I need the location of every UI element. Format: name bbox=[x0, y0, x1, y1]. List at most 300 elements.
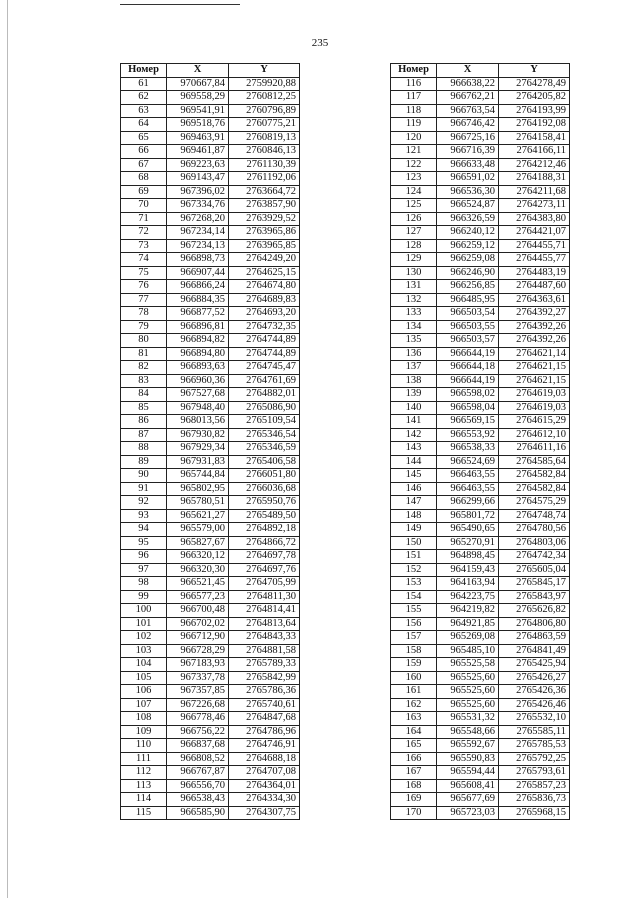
x-coordinate-cell: 965490,65 bbox=[437, 523, 499, 537]
point-number-cell: 64 bbox=[121, 118, 167, 132]
coordinates-table-right bbox=[390, 63, 570, 820]
table-row bbox=[121, 806, 300, 820]
x-coordinate-cell: 967930,82 bbox=[167, 428, 229, 442]
point-number-cell: 114 bbox=[121, 793, 167, 807]
point-number-cell: 165 bbox=[391, 739, 437, 753]
table-row bbox=[121, 77, 300, 91]
point-number-cell: 63 bbox=[121, 104, 167, 118]
point-number-cell: 155 bbox=[391, 604, 437, 618]
y-coordinate-cell: 2764697,78 bbox=[229, 550, 300, 564]
table-row bbox=[121, 658, 300, 672]
x-coordinate-cell: 965608,41 bbox=[437, 779, 499, 793]
y-coordinate-cell: 2765426,36 bbox=[499, 685, 570, 699]
point-number-cell: 81 bbox=[121, 347, 167, 361]
x-coordinate-cell: 964219,82 bbox=[437, 604, 499, 618]
table-row bbox=[391, 698, 570, 712]
y-coordinate-cell: 2764307,75 bbox=[229, 806, 300, 820]
x-coordinate-cell: 965485,10 bbox=[437, 644, 499, 658]
table-row bbox=[121, 361, 300, 375]
table-row bbox=[391, 239, 570, 253]
y-coordinate-cell: 2764621,15 bbox=[499, 374, 570, 388]
table-row bbox=[391, 685, 570, 699]
table-row bbox=[391, 644, 570, 658]
y-coordinate-cell: 2763965,85 bbox=[229, 239, 300, 253]
y-coordinate-cell: 2764205,82 bbox=[499, 91, 570, 105]
table-row bbox=[391, 631, 570, 645]
point-number-cell: 65 bbox=[121, 131, 167, 145]
x-coordinate-cell: 965677,69 bbox=[437, 793, 499, 807]
table-row bbox=[391, 145, 570, 159]
point-number-cell: 157 bbox=[391, 631, 437, 645]
y-coordinate-cell: 2765489,50 bbox=[229, 509, 300, 523]
x-coordinate-cell: 966837,68 bbox=[167, 739, 229, 753]
y-coordinate-cell: 2764744,89 bbox=[229, 334, 300, 348]
point-number-cell: 167 bbox=[391, 766, 437, 780]
point-number-cell: 144 bbox=[391, 455, 437, 469]
y-coordinate-cell: 2764693,20 bbox=[229, 307, 300, 321]
x-coordinate-cell: 965270,91 bbox=[437, 536, 499, 550]
y-coordinate-cell: 2764748,74 bbox=[499, 509, 570, 523]
y-coordinate-cell: 2764278,49 bbox=[499, 77, 570, 91]
point-number-cell: 84 bbox=[121, 388, 167, 402]
y-coordinate-cell: 2765786,36 bbox=[229, 685, 300, 699]
x-coordinate-cell: 964223,75 bbox=[437, 590, 499, 604]
x-coordinate-cell: 966746,42 bbox=[437, 118, 499, 132]
y-coordinate-cell: 2764188,31 bbox=[499, 172, 570, 186]
y-coordinate-cell: 2764841,49 bbox=[499, 644, 570, 658]
y-coordinate-cell: 2764866,72 bbox=[229, 536, 300, 550]
point-number-cell: 68 bbox=[121, 172, 167, 186]
table-row bbox=[121, 118, 300, 132]
y-coordinate-cell: 2764744,89 bbox=[229, 347, 300, 361]
point-number-cell: 99 bbox=[121, 590, 167, 604]
table-row bbox=[121, 712, 300, 726]
table-row bbox=[121, 550, 300, 564]
y-coordinate-cell: 2764813,64 bbox=[229, 617, 300, 631]
point-number-cell: 127 bbox=[391, 226, 437, 240]
point-number-cell: 89 bbox=[121, 455, 167, 469]
point-number-cell: 85 bbox=[121, 401, 167, 415]
x-coordinate-cell: 966259,12 bbox=[437, 239, 499, 253]
y-coordinate-cell: 2764193,99 bbox=[499, 104, 570, 118]
x-coordinate-cell: 969518,76 bbox=[167, 118, 229, 132]
y-coordinate-cell: 2761192,06 bbox=[229, 172, 300, 186]
point-number-cell: 162 bbox=[391, 698, 437, 712]
x-coordinate-cell: 967929,34 bbox=[167, 442, 229, 456]
y-coordinate-cell: 2764383,80 bbox=[499, 212, 570, 226]
point-number-cell: 118 bbox=[391, 104, 437, 118]
y-coordinate-cell: 2764158,41 bbox=[499, 131, 570, 145]
x-coordinate-cell: 966898,73 bbox=[167, 253, 229, 267]
point-number-cell: 113 bbox=[121, 779, 167, 793]
table-row bbox=[121, 482, 300, 496]
x-coordinate-cell: 966896,81 bbox=[167, 320, 229, 334]
x-coordinate-cell: 966960,36 bbox=[167, 374, 229, 388]
x-coordinate-cell: 966763,54 bbox=[437, 104, 499, 118]
table-row bbox=[391, 536, 570, 550]
point-number-cell: 88 bbox=[121, 442, 167, 456]
point-number-cell: 76 bbox=[121, 280, 167, 294]
point-number-cell: 163 bbox=[391, 712, 437, 726]
x-coordinate-cell: 966538,43 bbox=[167, 793, 229, 807]
y-coordinate-cell: 2764392,26 bbox=[499, 334, 570, 348]
table-row bbox=[121, 320, 300, 334]
table-row bbox=[391, 212, 570, 226]
table-row bbox=[121, 145, 300, 159]
x-coordinate-cell: 966644,18 bbox=[437, 361, 499, 375]
x-coordinate-cell: 966767,87 bbox=[167, 766, 229, 780]
x-coordinate-cell: 967527,68 bbox=[167, 388, 229, 402]
x-coordinate-cell: 966762,21 bbox=[437, 91, 499, 105]
y-coordinate-cell: 2765792,25 bbox=[499, 752, 570, 766]
x-coordinate-cell: 965621,27 bbox=[167, 509, 229, 523]
x-coordinate-cell: 966728,29 bbox=[167, 644, 229, 658]
table-row bbox=[121, 131, 300, 145]
table-row bbox=[121, 536, 300, 550]
y-coordinate-cell: 2764615,29 bbox=[499, 415, 570, 429]
x-coordinate-cell: 966577,23 bbox=[167, 590, 229, 604]
y-coordinate-cell: 2760796,89 bbox=[229, 104, 300, 118]
x-coordinate-cell: 967337,78 bbox=[167, 671, 229, 685]
table-row bbox=[391, 509, 570, 523]
table-row bbox=[121, 401, 300, 415]
x-coordinate-cell: 967183,93 bbox=[167, 658, 229, 672]
y-coordinate-cell: 2763664,72 bbox=[229, 185, 300, 199]
column-header-y: Y bbox=[499, 64, 570, 78]
x-coordinate-cell: 965590,83 bbox=[437, 752, 499, 766]
table-row bbox=[121, 280, 300, 294]
table-header-row bbox=[391, 64, 570, 78]
y-coordinate-cell: 2766036,68 bbox=[229, 482, 300, 496]
point-number-cell: 169 bbox=[391, 793, 437, 807]
y-coordinate-cell: 2764882,01 bbox=[229, 388, 300, 402]
y-coordinate-cell: 2765425,94 bbox=[499, 658, 570, 672]
y-coordinate-cell: 2764273,11 bbox=[499, 199, 570, 213]
table-row bbox=[121, 266, 300, 280]
table-row bbox=[121, 563, 300, 577]
x-coordinate-cell: 967396,02 bbox=[167, 185, 229, 199]
y-coordinate-cell: 2759920,88 bbox=[229, 77, 300, 91]
table-row bbox=[391, 469, 570, 483]
y-coordinate-cell: 2764166,11 bbox=[499, 145, 570, 159]
y-coordinate-cell: 2764392,26 bbox=[499, 320, 570, 334]
x-coordinate-cell: 966503,57 bbox=[437, 334, 499, 348]
y-coordinate-cell: 2764455,77 bbox=[499, 253, 570, 267]
y-coordinate-cell: 2764621,14 bbox=[499, 347, 570, 361]
x-coordinate-cell: 970667,84 bbox=[167, 77, 229, 91]
point-number-cell: 135 bbox=[391, 334, 437, 348]
x-coordinate-cell: 965802,95 bbox=[167, 482, 229, 496]
x-coordinate-cell: 966591,02 bbox=[437, 172, 499, 186]
point-number-cell: 120 bbox=[391, 131, 437, 145]
table-row bbox=[121, 509, 300, 523]
y-coordinate-cell: 2764487,60 bbox=[499, 280, 570, 294]
point-number-cell: 79 bbox=[121, 320, 167, 334]
point-number-cell: 78 bbox=[121, 307, 167, 321]
point-number-cell: 90 bbox=[121, 469, 167, 483]
y-coordinate-cell: 2764582,84 bbox=[499, 469, 570, 483]
table-row bbox=[121, 766, 300, 780]
y-coordinate-cell: 2764249,20 bbox=[229, 253, 300, 267]
point-number-cell: 153 bbox=[391, 577, 437, 591]
point-number-cell: 142 bbox=[391, 428, 437, 442]
y-coordinate-cell: 2765740,61 bbox=[229, 698, 300, 712]
table-row bbox=[121, 496, 300, 510]
table-row bbox=[121, 793, 300, 807]
table-row bbox=[121, 199, 300, 213]
point-number-cell: 121 bbox=[391, 145, 437, 159]
y-coordinate-cell: 2764674,80 bbox=[229, 280, 300, 294]
y-coordinate-cell: 2764619,03 bbox=[499, 401, 570, 415]
table-row bbox=[121, 590, 300, 604]
point-number-cell: 67 bbox=[121, 158, 167, 172]
point-number-cell: 103 bbox=[121, 644, 167, 658]
x-coordinate-cell: 966463,55 bbox=[437, 482, 499, 496]
y-coordinate-cell: 2764803,06 bbox=[499, 536, 570, 550]
table-row bbox=[391, 779, 570, 793]
x-coordinate-cell: 966521,45 bbox=[167, 577, 229, 591]
point-number-cell: 143 bbox=[391, 442, 437, 456]
x-coordinate-cell: 966644,19 bbox=[437, 347, 499, 361]
x-coordinate-cell: 965579,00 bbox=[167, 523, 229, 537]
table-row bbox=[121, 617, 300, 631]
y-coordinate-cell: 2764619,03 bbox=[499, 388, 570, 402]
y-coordinate-cell: 2764421,07 bbox=[499, 226, 570, 240]
table-row bbox=[121, 104, 300, 118]
table-row bbox=[121, 752, 300, 766]
table-row bbox=[391, 496, 570, 510]
point-number-cell: 91 bbox=[121, 482, 167, 496]
y-coordinate-cell: 2765346,54 bbox=[229, 428, 300, 442]
x-coordinate-cell: 966778,46 bbox=[167, 712, 229, 726]
table-row bbox=[391, 806, 570, 820]
table-row bbox=[391, 604, 570, 618]
table-row bbox=[391, 658, 570, 672]
table-row bbox=[121, 374, 300, 388]
table-row bbox=[391, 158, 570, 172]
x-coordinate-cell: 966712,90 bbox=[167, 631, 229, 645]
table-row bbox=[121, 307, 300, 321]
point-number-cell: 80 bbox=[121, 334, 167, 348]
column-header-number: Номер bbox=[391, 64, 437, 78]
y-coordinate-cell: 2765950,76 bbox=[229, 496, 300, 510]
x-coordinate-cell: 966894,82 bbox=[167, 334, 229, 348]
table-row bbox=[391, 523, 570, 537]
x-coordinate-cell: 966894,80 bbox=[167, 347, 229, 361]
x-coordinate-cell: 965780,51 bbox=[167, 496, 229, 510]
point-number-cell: 66 bbox=[121, 145, 167, 159]
table-row bbox=[121, 698, 300, 712]
point-number-cell: 109 bbox=[121, 725, 167, 739]
table-row bbox=[121, 442, 300, 456]
x-coordinate-cell: 965744,84 bbox=[167, 469, 229, 483]
x-coordinate-cell: 964163,94 bbox=[437, 577, 499, 591]
x-coordinate-cell: 967226,68 bbox=[167, 698, 229, 712]
table-row bbox=[391, 104, 570, 118]
point-number-cell: 110 bbox=[121, 739, 167, 753]
point-number-cell: 164 bbox=[391, 725, 437, 739]
column-header-x: X bbox=[437, 64, 499, 78]
point-number-cell: 102 bbox=[121, 631, 167, 645]
point-number-cell: 136 bbox=[391, 347, 437, 361]
x-coordinate-cell: 967268,20 bbox=[167, 212, 229, 226]
point-number-cell: 145 bbox=[391, 469, 437, 483]
y-coordinate-cell: 2764745,47 bbox=[229, 361, 300, 375]
y-coordinate-cell: 2764192,08 bbox=[499, 118, 570, 132]
x-coordinate-cell: 966256,85 bbox=[437, 280, 499, 294]
point-number-cell: 83 bbox=[121, 374, 167, 388]
point-number-cell: 151 bbox=[391, 550, 437, 564]
point-number-cell: 87 bbox=[121, 428, 167, 442]
point-number-cell: 116 bbox=[391, 77, 437, 91]
y-coordinate-cell: 2763857,90 bbox=[229, 199, 300, 213]
y-coordinate-cell: 2764455,71 bbox=[499, 239, 570, 253]
y-coordinate-cell: 2764689,83 bbox=[229, 293, 300, 307]
table-row bbox=[121, 253, 300, 267]
y-coordinate-cell: 2764612,10 bbox=[499, 428, 570, 442]
y-coordinate-cell: 2764761,69 bbox=[229, 374, 300, 388]
x-coordinate-cell: 966556,70 bbox=[167, 779, 229, 793]
point-number-cell: 74 bbox=[121, 253, 167, 267]
y-coordinate-cell: 2763929,52 bbox=[229, 212, 300, 226]
point-number-cell: 61 bbox=[121, 77, 167, 91]
point-number-cell: 125 bbox=[391, 199, 437, 213]
y-coordinate-cell: 2764483,19 bbox=[499, 266, 570, 280]
point-number-cell: 70 bbox=[121, 199, 167, 213]
x-coordinate-cell: 964898,45 bbox=[437, 550, 499, 564]
x-coordinate-cell: 966644,19 bbox=[437, 374, 499, 388]
point-number-cell: 69 bbox=[121, 185, 167, 199]
point-number-cell: 160 bbox=[391, 671, 437, 685]
y-coordinate-cell: 2765793,61 bbox=[499, 766, 570, 780]
table-row bbox=[121, 415, 300, 429]
point-number-cell: 75 bbox=[121, 266, 167, 280]
table-row bbox=[391, 752, 570, 766]
table-row bbox=[121, 158, 300, 172]
point-number-cell: 86 bbox=[121, 415, 167, 429]
table-row bbox=[391, 361, 570, 375]
x-coordinate-cell: 967357,85 bbox=[167, 685, 229, 699]
header-rule bbox=[120, 4, 240, 5]
y-coordinate-cell: 2764707,08 bbox=[229, 766, 300, 780]
x-coordinate-cell: 966463,55 bbox=[437, 469, 499, 483]
x-coordinate-cell: 969558,29 bbox=[167, 91, 229, 105]
table-row bbox=[121, 469, 300, 483]
point-number-cell: 139 bbox=[391, 388, 437, 402]
table-row bbox=[121, 725, 300, 739]
x-coordinate-cell: 964159,43 bbox=[437, 563, 499, 577]
scan-edge bbox=[7, 0, 8, 898]
x-coordinate-cell: 967234,14 bbox=[167, 226, 229, 240]
point-number-cell: 100 bbox=[121, 604, 167, 618]
y-coordinate-cell: 2765426,46 bbox=[499, 698, 570, 712]
column-header-y: Y bbox=[229, 64, 300, 78]
point-number-cell: 72 bbox=[121, 226, 167, 240]
y-coordinate-cell: 2764211,68 bbox=[499, 185, 570, 199]
y-coordinate-cell: 2761130,39 bbox=[229, 158, 300, 172]
point-number-cell: 82 bbox=[121, 361, 167, 375]
table-row bbox=[391, 118, 570, 132]
point-number-cell: 98 bbox=[121, 577, 167, 591]
y-coordinate-cell: 2765426,27 bbox=[499, 671, 570, 685]
x-coordinate-cell: 966485,95 bbox=[437, 293, 499, 307]
point-number-cell: 133 bbox=[391, 307, 437, 321]
point-number-cell: 106 bbox=[121, 685, 167, 699]
x-coordinate-cell: 966702,02 bbox=[167, 617, 229, 631]
point-number-cell: 130 bbox=[391, 266, 437, 280]
point-number-cell: 94 bbox=[121, 523, 167, 537]
y-coordinate-cell: 2760812,25 bbox=[229, 91, 300, 105]
x-coordinate-cell: 965548,66 bbox=[437, 725, 499, 739]
point-number-cell: 107 bbox=[121, 698, 167, 712]
point-number-cell: 131 bbox=[391, 280, 437, 294]
x-coordinate-cell: 969541,91 bbox=[167, 104, 229, 118]
point-number-cell: 104 bbox=[121, 658, 167, 672]
y-coordinate-cell: 2764892,18 bbox=[229, 523, 300, 537]
table-row bbox=[121, 185, 300, 199]
x-coordinate-cell: 965525,60 bbox=[437, 685, 499, 699]
table-row bbox=[391, 199, 570, 213]
x-coordinate-cell: 966700,48 bbox=[167, 604, 229, 618]
point-number-cell: 124 bbox=[391, 185, 437, 199]
coordinates-table-left bbox=[120, 63, 300, 820]
point-number-cell: 101 bbox=[121, 617, 167, 631]
x-coordinate-cell: 966299,66 bbox=[437, 496, 499, 510]
table-row bbox=[391, 307, 570, 321]
table-row bbox=[391, 131, 570, 145]
x-coordinate-cell: 969143,47 bbox=[167, 172, 229, 186]
x-coordinate-cell: 966503,55 bbox=[437, 320, 499, 334]
x-coordinate-cell: 965827,67 bbox=[167, 536, 229, 550]
y-coordinate-cell: 2760819,13 bbox=[229, 131, 300, 145]
x-coordinate-cell: 966503,54 bbox=[437, 307, 499, 321]
y-coordinate-cell: 2764585,64 bbox=[499, 455, 570, 469]
point-number-cell: 168 bbox=[391, 779, 437, 793]
x-coordinate-cell: 966638,22 bbox=[437, 77, 499, 91]
x-coordinate-cell: 966538,33 bbox=[437, 442, 499, 456]
table-row bbox=[121, 577, 300, 591]
table-row bbox=[391, 226, 570, 240]
x-coordinate-cell: 966240,12 bbox=[437, 226, 499, 240]
point-number-cell: 128 bbox=[391, 239, 437, 253]
y-coordinate-cell: 2764863,59 bbox=[499, 631, 570, 645]
x-coordinate-cell: 964921,85 bbox=[437, 617, 499, 631]
x-coordinate-cell: 966598,04 bbox=[437, 401, 499, 415]
y-coordinate-cell: 2764621,15 bbox=[499, 361, 570, 375]
table-row bbox=[121, 239, 300, 253]
x-coordinate-cell: 966725,16 bbox=[437, 131, 499, 145]
y-coordinate-cell: 2765406,58 bbox=[229, 455, 300, 469]
point-number-cell: 147 bbox=[391, 496, 437, 510]
table-row bbox=[121, 631, 300, 645]
y-coordinate-cell: 2760846,13 bbox=[229, 145, 300, 159]
x-coordinate-cell: 967234,13 bbox=[167, 239, 229, 253]
point-number-cell: 138 bbox=[391, 374, 437, 388]
x-coordinate-cell: 966633,48 bbox=[437, 158, 499, 172]
table-row bbox=[391, 401, 570, 415]
point-number-cell: 140 bbox=[391, 401, 437, 415]
x-coordinate-cell: 966585,90 bbox=[167, 806, 229, 820]
point-number-cell: 149 bbox=[391, 523, 437, 537]
table-row bbox=[121, 644, 300, 658]
y-coordinate-cell: 2765836,73 bbox=[499, 793, 570, 807]
table-row bbox=[391, 442, 570, 456]
table-row bbox=[391, 482, 570, 496]
y-coordinate-cell: 2764611,16 bbox=[499, 442, 570, 456]
table-row bbox=[391, 388, 570, 402]
y-coordinate-cell: 2764814,41 bbox=[229, 604, 300, 618]
y-coordinate-cell: 2764811,30 bbox=[229, 590, 300, 604]
